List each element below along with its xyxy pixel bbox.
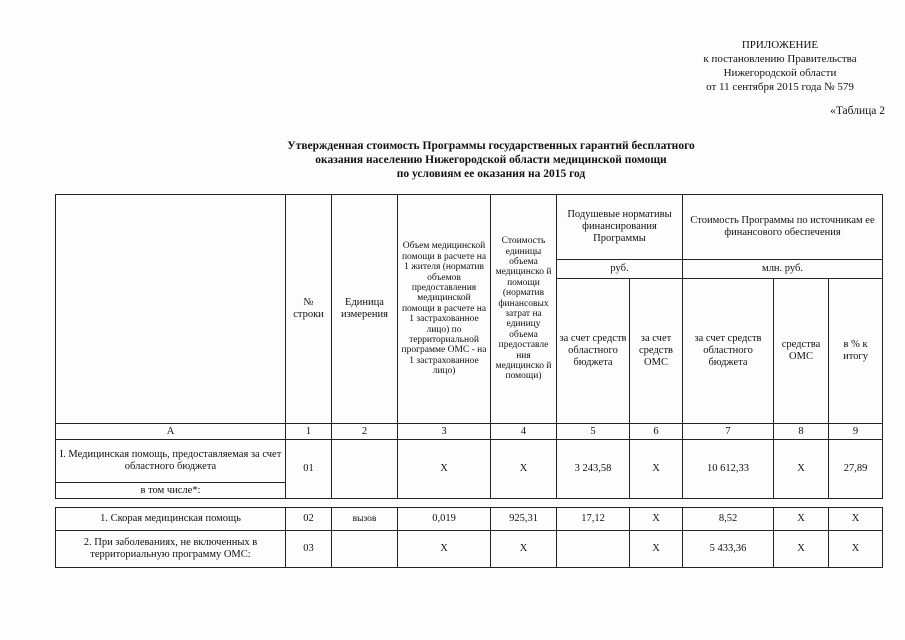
header-empty [56, 195, 286, 424]
row-value: 8,52 [683, 508, 774, 531]
row-value: 17,12 [557, 508, 630, 531]
table-row [56, 440, 883, 483]
row-value: Х [630, 508, 683, 531]
index-cell: 1 [286, 424, 332, 440]
header-row-no: № строки [286, 195, 332, 424]
header-col9: в % к итогу [829, 279, 883, 424]
row-value: 27,89 [829, 440, 883, 499]
header-unit-cost: Стоимость единицы объема медицинско й помощи (норматив финансовых затрат на единицу объема предоставле ния медицинско й помощи) [491, 195, 557, 424]
header-volume: Объем медицинской помощи в расчете на 1 жителя (норматив объемов предоставления медицинской помощи в расчете на 1 застрахованное лицо) по территориальной программе ОМС - на 1 застрахованное лицо) [398, 195, 491, 424]
row-value: Х [774, 531, 829, 568]
row-value: Х [398, 531, 491, 568]
row-name: 2. При заболеваниях, не включенных в территориальную программу ОМС: [56, 531, 286, 568]
index-cell: 3 [398, 424, 491, 440]
row-value: 10 612,33 [683, 440, 774, 499]
row-value: 3 243,58 [557, 440, 630, 499]
appendix-block [690, 38, 870, 94]
header-per-capita: Подушевые нормативы финансирования Программы [557, 195, 683, 260]
header-col7: за счет средств областного бюджета [683, 279, 774, 424]
header-unit: Единица измерения [332, 195, 398, 424]
header-mln-rub: млн. руб. [683, 260, 883, 279]
appendix-heading: ПРИЛОЖЕНИЕ [741, 39, 819, 51]
header-col8: средства ОМС [774, 279, 829, 424]
title-line: Утвержденная стоимость Программы государственных гарантий бесплатного [287, 140, 695, 152]
header-col5: за счет средств областного бюджета [557, 279, 630, 424]
header-rub: руб. [557, 260, 683, 279]
row-value [557, 531, 630, 568]
table-row [56, 531, 883, 568]
row-value: Х [774, 508, 829, 531]
row-value: Х [630, 531, 683, 568]
table-reference: «Таблица 2 [830, 105, 885, 117]
cost-table [55, 194, 883, 568]
row-value: 925,31 [491, 508, 557, 531]
title-line: оказания населению Нижегородской области медицинской помощи [315, 154, 667, 166]
row-value: 5 433,36 [683, 531, 774, 568]
row-unit [332, 440, 398, 499]
row-subtitle: в том числе*: [56, 483, 286, 499]
document-title [236, 139, 746, 181]
index-cell: А [56, 424, 286, 440]
row-unit [332, 531, 398, 568]
row-value: Х [398, 440, 491, 499]
row-value: 0,019 [398, 508, 491, 531]
row-unit: вызов [332, 508, 398, 531]
row-value: Х [829, 508, 883, 531]
appendix-line: к постановлению Правительства [703, 53, 857, 65]
row-value: Х [829, 531, 883, 568]
header-col6: за счет средств ОМС [630, 279, 683, 424]
index-cell: 9 [829, 424, 883, 440]
index-cell: 8 [774, 424, 829, 440]
appendix-line: Нижегородской области [723, 67, 837, 79]
index-cell: 2 [332, 424, 398, 440]
row-value: Х [491, 531, 557, 568]
header-program-cost: Стоимость Программы по источникам ее финансового обеспечения [683, 195, 883, 260]
row-name: 1. Скорая медицинская помощь [56, 508, 286, 531]
row-value: Х [491, 440, 557, 499]
row-value: Х [774, 440, 829, 499]
row-value: Х [630, 440, 683, 499]
row-no: 03 [286, 531, 332, 568]
table-row [56, 508, 883, 531]
row-name: I. Медицинская помощь, предоставляемая за счет областного бюджета [56, 440, 286, 483]
appendix-date: от 11 сентября 2015 года № 579 [706, 81, 854, 93]
row-no: 02 [286, 508, 332, 531]
index-cell: 7 [683, 424, 774, 440]
title-line: по условиям ее оказания на 2015 год [396, 168, 586, 180]
index-cell: 4 [491, 424, 557, 440]
row-no: 01 [286, 440, 332, 499]
index-cell: 5 [557, 424, 630, 440]
index-cell: 6 [630, 424, 683, 440]
